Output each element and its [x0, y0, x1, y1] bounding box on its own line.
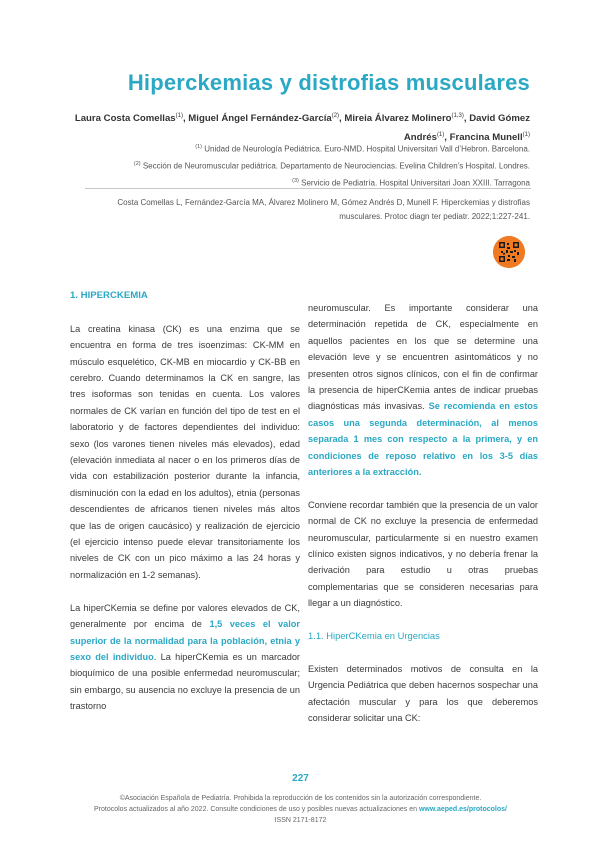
left-column [70, 288, 300, 731]
footer-link[interactable]: www.aeped.es/protocolos/ [418, 806, 507, 813]
author-5: , Francina Munell [444, 132, 523, 144]
right-column [308, 300, 538, 743]
section-heading-hiperckemia: 1. HIPERCKEMIA [70, 290, 148, 301]
affiliation-1: $^{(1)}$ Unidad de Neurología Pediátrica. Euro-NMD. Hospital Universitari Vall d’Hebron. Barcelona. [195, 144, 530, 154]
footer-copyright: ©Asociación Española de Pediatría. Prohibida la reproducción de los contenidos sin la autorización correspondiente. [119, 795, 482, 802]
author-3: , Mireia Álvarez Molinero [339, 113, 452, 125]
paragraph-urgencias: Existen determinados motivos de consulta en la Urgencia Pediátrica que deben hacernos sospechar una afectación muscular y para los que deberemos considerar solicitar una CK: [308, 663, 538, 724]
author-1: Laura Costa Comellas [74, 113, 176, 125]
qr-code-icon[interactable] [493, 236, 525, 268]
footer-update-note: Protocolos actualizados al año 2022. Consulte condiciones de uso y posibles nuevas actualizaciones en www.aeped.es/protocolos/ [94, 806, 507, 813]
paragraph-ck-definition: La creatina kinasa (CK) es una enzima que se encuentra en forma de tres isoenzimas: CK-MM en músculo esquelético, CK-MB en miocardio y CK-BB en cerebro. Cuando determinamos la CK en sangre, las tres isoformas son tenidas en cuenta. Los valores normales de CK varían en función del tipo de test en el laboratorio y de factores dependientes del individuo: sexo (los varones tienen niveles más elevados), edad (elevación inmediata al nacer o en los primeros días de vida con estabilización posterior durante la infancia, disminución con la edad en los adultos), etnia (personas descendientes de africanos tienen niveles más altos que las de origen caucásico) y realización de ejercicio (el ejercicio intenso puede elevar transitoriamente los niveles de CK con un pico máximo a las 24 horas y normalización en 1-2 semanas). [70, 323, 300, 580]
affiliation-3: $^{(3)}$ Servicio de Pediatría. Hospital Universitari Joan XXIII. Tarragona [292, 178, 530, 188]
highlight-threshold: 1,5 veces el valor superior de la normalidad para la población, etnia y sexo del individuo [70, 619, 300, 662]
affiliations [60, 140, 530, 191]
authors: Laura Costa Comellas$^{(1)}$, Miguel Ángel Fernández-García$^{(2)}$, Mireia Álvarez Molinero$^{(1,3)}$, David Gómez Andrés$^{(1)}$, Francina Munell$^{(1)}$ [74, 113, 530, 144]
author-4b: Andrés [403, 132, 437, 144]
paragraph-hiperckemia-definition: La hiperCKemia se define por valores elevados de CK, generalmente por encima de 1,5 veces el valor superior de la normalidad para la población, etnia y sexo del individuo. La hiperCKemia es un marcador bioquímico de una posible enfermedad neuromuscular; sin embargo, su ausencia no excluye la presencia de un trastorno [70, 602, 300, 712]
author-4: , David Gómez [463, 113, 530, 125]
header-divider [85, 188, 531, 189]
author-2: , Miguel Ángel Fernández-García [182, 113, 332, 125]
footer [60, 793, 541, 826]
paragraph-normal-ck: Conviene recordar también que la presencia de un valor normal de CK no excluye la presencia de enfermedad neuromuscular, particularmente si en nuestro examen clínico existen signos indicativos, y no debería frenar la derivación para estudio u otras pruebas complementarias que se consideren necesarias para llegar a un diagnóstico. [308, 499, 538, 609]
page-number: 227 [292, 773, 309, 784]
highlight-recommendation: Se recomienda en estos casos una segunda determinación, al menos separada 1 mes con respecto a la primera, y en condiciones de reposo relativo en los 3-5 días anteriores a la extracción. [308, 401, 538, 478]
footer-issn: ISSN 2171-8172 [274, 817, 327, 824]
paragraph-repeat-determination: neuromuscular. Es importante considerar una determinación repetida de CK, especialmente en aquellos pacientes en los que se determine una elevación leve y se encuentren asintomáticos y no presenten otros signos clínicos, con el fin de confirmar la presencia de hiperCKemia antes de indicar pruebas diagnósticas más invasivas. Se recomienda en estos casos una segunda determinación, al menos separada 1 mes con respecto a la primera, y en condiciones de reposo relativo en los 3-5 días anteriores a la extracción. [308, 303, 538, 478]
section-heading-urgencias: 1.1. HiperCKemia en Urgencias [308, 630, 440, 642]
citation: Costa Comellas L, Fernández-García MA, Álvarez Molinero M, Gómez Andrés D, Munell F. Hiperckemias y distrofias musculares. Protoc diagn ter pediatr. 2022;1:227-241. [117, 198, 530, 221]
article-title: Hiperckemias y distrofias musculares [127, 70, 530, 95]
affiliation-2: $^{(2)}$ Sección de Neuromuscular pediátrica. Departamento de Neurociencias. Evelina Children’s Hospital. Londres. [133, 161, 530, 171]
